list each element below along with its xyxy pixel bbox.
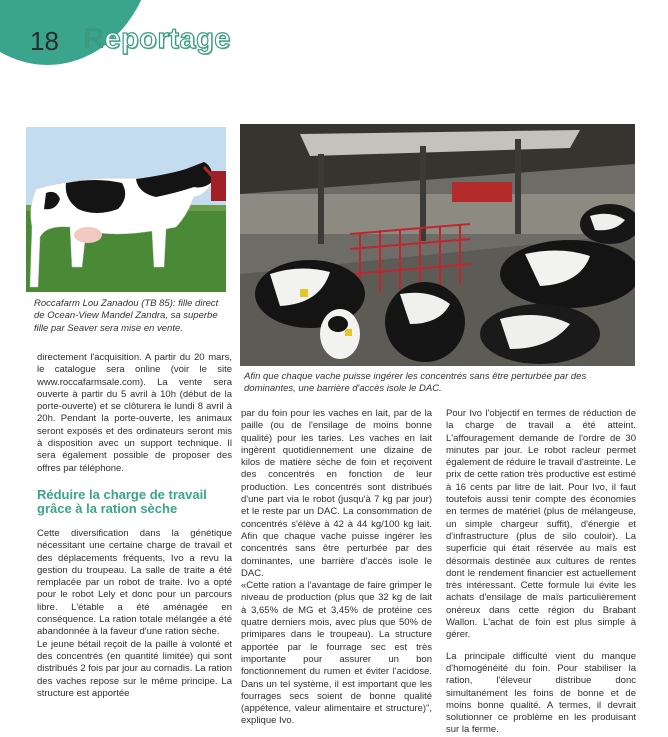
paragraph: La principale difficulté vient du manque d'homogénéité du foin. Pour stabiliser la ration, l'éleveur distribue donc simultanément les foins de bonne et de moins bonne qualité. A termes, il devrait solutionner ce problème en les produisant sur la ferme. bbox=[446, 650, 636, 736]
column-1-body bbox=[37, 528, 232, 700]
barn-illustration bbox=[240, 124, 635, 366]
paragraph: directement l'acquisition. A partir du 20 mars, le catalogue sera online (voir le site www.roccafarmsale.com). La vente sera ouverte à partir du 5 avril à 10h (début de la porte-ouverte) et se clôturera le lundi 8 avril à 20h. Pendant la porte-ouverte, les animaux seront exposés et des ordinateurs seront mis à disposition avec un support technique. Il sera également possible de proposer des offres par téléphone. bbox=[37, 352, 232, 474]
cow-portrait-illustration bbox=[26, 127, 226, 292]
section-title-initial: R bbox=[83, 23, 105, 55]
cow-portrait-photo bbox=[26, 127, 226, 292]
column-1-intro bbox=[37, 352, 232, 475]
paragraph: Cette diversification dans la génétique nécessitant une certaine charge de travail et des déplacements fréquents, Ivo a revu la gestion du troupeau. La salle de traite a été remplacée par un robot de traite. Ivo a opté pour le robot Lely et donc pour un parcours libre. L'étable a été aménagée en conséquence. La ration totale mélangée a été abandonnée à la faveur d'une ration sèche. bbox=[37, 528, 232, 638]
paragraph: Le jeune bétail reçoit de la paille à volonté et des concentrés (en quantité limitée) qui sont distribués 2 fois par jour au cornadis. La ration des vaches repose sur le même principe. La structure est apportée bbox=[37, 638, 232, 699]
page-number: 18 bbox=[30, 26, 59, 56]
section-title-rest: eportage bbox=[104, 23, 231, 55]
paragraph: par du foin pour les vaches en lait, par de la paille (ou de l'ensilage de moins bonne qualité) pour les taries. Les vaches en lait ingèrent quotidiennement une dizaine de kilos de matière sèche de foin et reçoivent des concentrés en fonction de leur production. Les concentrés sont distribués d'une part via le robot (jusqu'à 7 kg par jour) et le reste par un DAC. La consommation de concentrés s'élève à 42 à 44 kg/100 kg lait. Afin que chaque vache puisse ingérer les concentrés sans être perturbée par des dominantes, une barrière d'accès isole le DAC. bbox=[241, 408, 432, 579]
column-2 bbox=[241, 408, 432, 728]
cow-portrait-caption: Roccafarm Lou Zanadou (TB 85): fille direct de Ocean-View Mandel Zandra, sa superbe fille par Seaver sera mise en vente. bbox=[34, 298, 219, 334]
section-title bbox=[83, 23, 231, 56]
section-heading: Réduire la charge de travail grâce à la ration sèche bbox=[37, 487, 207, 516]
barn-photo bbox=[240, 124, 635, 366]
column-3 bbox=[446, 408, 636, 737]
paragraph: «Cette ration a l'avantage de faire grimper le niveau de production (plus que 32 kg de lait à 3,65% de MG et 3,45% de protéine ces quatre derniers mois, avec plus que 50% de primipares dans le troupeau). La structure apportée par le fourrage sec est très importante pour assurer un bon fonctionnement du rumen et éviter l'acidose. Dans un tel système, il est important que les fourrages secs soient de bonne qualité (appétence, valeur alimentaire et structure)", explique Ivo. bbox=[241, 580, 432, 727]
paragraph: Pour Ivo l'objectif en termes de réduction de la charge de travail a été atteint. L'affouragement demande de l'ordre de 30 minutes par jour. Le robot racleur permet également de réduire le travail d'astreinte. Le prix de cette ration très productive est estimé à 16 cents par litre de lait. Pour Ivo, il faut toutefois aussi tenir compte des économies en termes de matériel (plus de mélangeuse, un simple chargeur suffit), d'énergie et d'infrastructure (plus de silo couloir). La superficie qui était réservée au maïs est désormais destinée aux cultures de rentes dont le rendement financier est actuellement très intéressant. Cette formule lui évite les achats d'ensilage de maïs particulièrement onéreux dans cette région du Brabant Wallon. L'achat de foin est plus simple à gérer. bbox=[446, 408, 636, 641]
barn-photo-caption: Afin que chaque vache puisse ingérer les concentrés sans être perturbée par des dominantes, une barrière d'accès isole le DAC. bbox=[244, 371, 587, 395]
